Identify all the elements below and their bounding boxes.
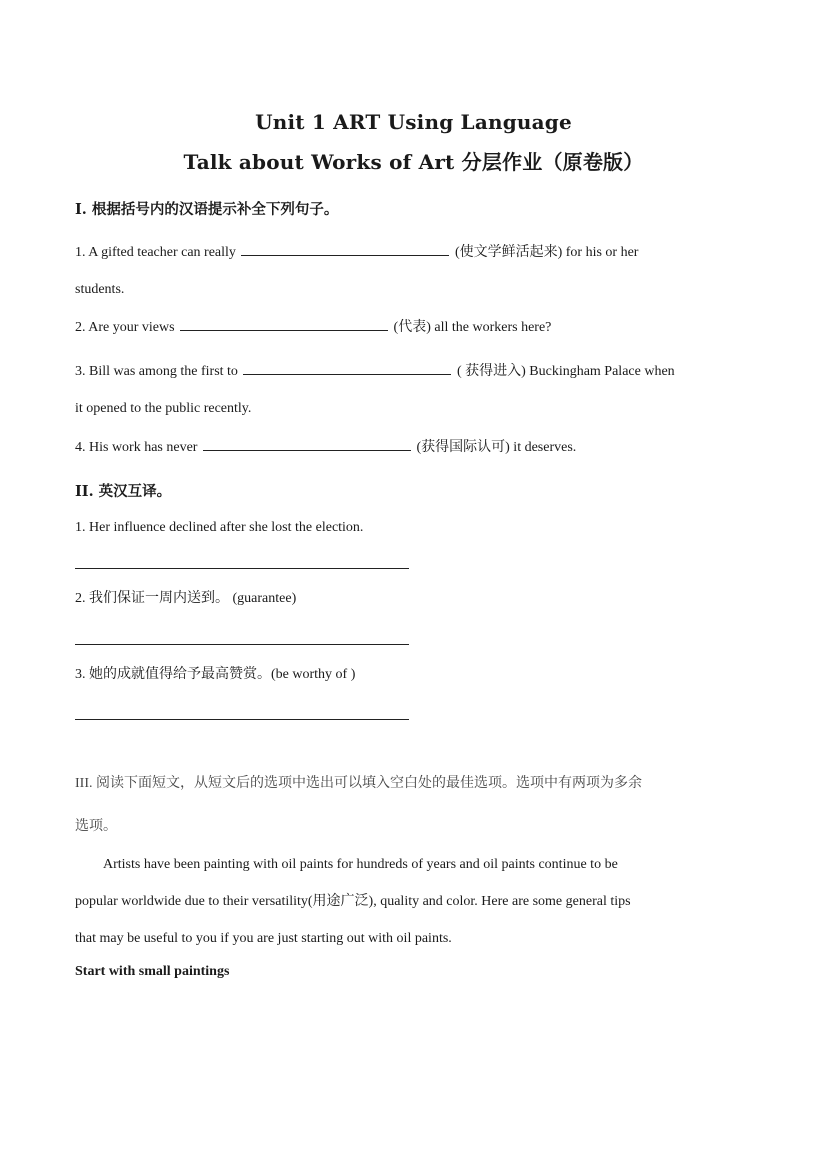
passage-line-1: Artists have been painting with oil paints for hundreds of years and oil paints continue to be <box>103 857 618 872</box>
s2-question-2: 2. 我们保证一周内送到。 (guarantee) <box>75 591 297 606</box>
passage-line-3: that may be useful to you if you are just starting out with oil paints. <box>75 931 452 946</box>
passage-subheading: Start with small paintings <box>75 964 230 979</box>
s1-question-1: 1. A gifted teacher can really (使文学鲜活起来) for his or her <box>75 241 638 261</box>
s1-question-4: 4. His work has never (获得国际认可) it deserves. <box>75 436 576 456</box>
s1-question-1-cont: students. <box>75 282 125 297</box>
s2-question-1: 1. Her influence declined after she lost the election. <box>75 520 364 535</box>
passage-line-2: popular worldwide due to their versatility(用途广泛), quality and color. Here are some general tips <box>75 894 631 909</box>
s2-q3-answer-line[interactable] <box>75 719 409 720</box>
page-subtitle: Talk about Works of Art 分层作业（原卷版） <box>183 150 644 174</box>
s1-q1-blank[interactable] <box>241 241 449 256</box>
s2-q1-answer-line[interactable] <box>75 568 409 569</box>
s1-question-3-cont: it opened to the public recently. <box>75 401 252 416</box>
page-title: Unit 1 ART Using Language <box>255 110 572 134</box>
section1-heading: I. 根据括号内的汉语提示补全下列句子。 <box>75 201 339 218</box>
s1-question-2: 2. Are your views (代表) all the workers here? <box>75 316 551 336</box>
s2-question-3: 3. 她的成就值得给予最高赞赏。(be worthy of ) <box>75 667 356 682</box>
s1-q3-blank[interactable] <box>243 360 451 375</box>
s1-question-3: 3. Bill was among the first to ( 获得进入) Buckingham Palace when <box>75 360 675 380</box>
s1-q2-blank[interactable] <box>180 316 388 331</box>
section2-heading: II. 英汉互译。 <box>75 483 172 500</box>
s2-q2-answer-line[interactable] <box>75 644 409 645</box>
s1-q4-blank[interactable] <box>203 436 411 451</box>
section3-heading: III. 阅读下面短文，从短文后的选项中选出可以填入空白处的最佳选项。选项中有两项为多余 <box>75 776 642 791</box>
section3-heading-cont: 选项。 <box>75 819 117 834</box>
reading-passage <box>75 846 745 957</box>
